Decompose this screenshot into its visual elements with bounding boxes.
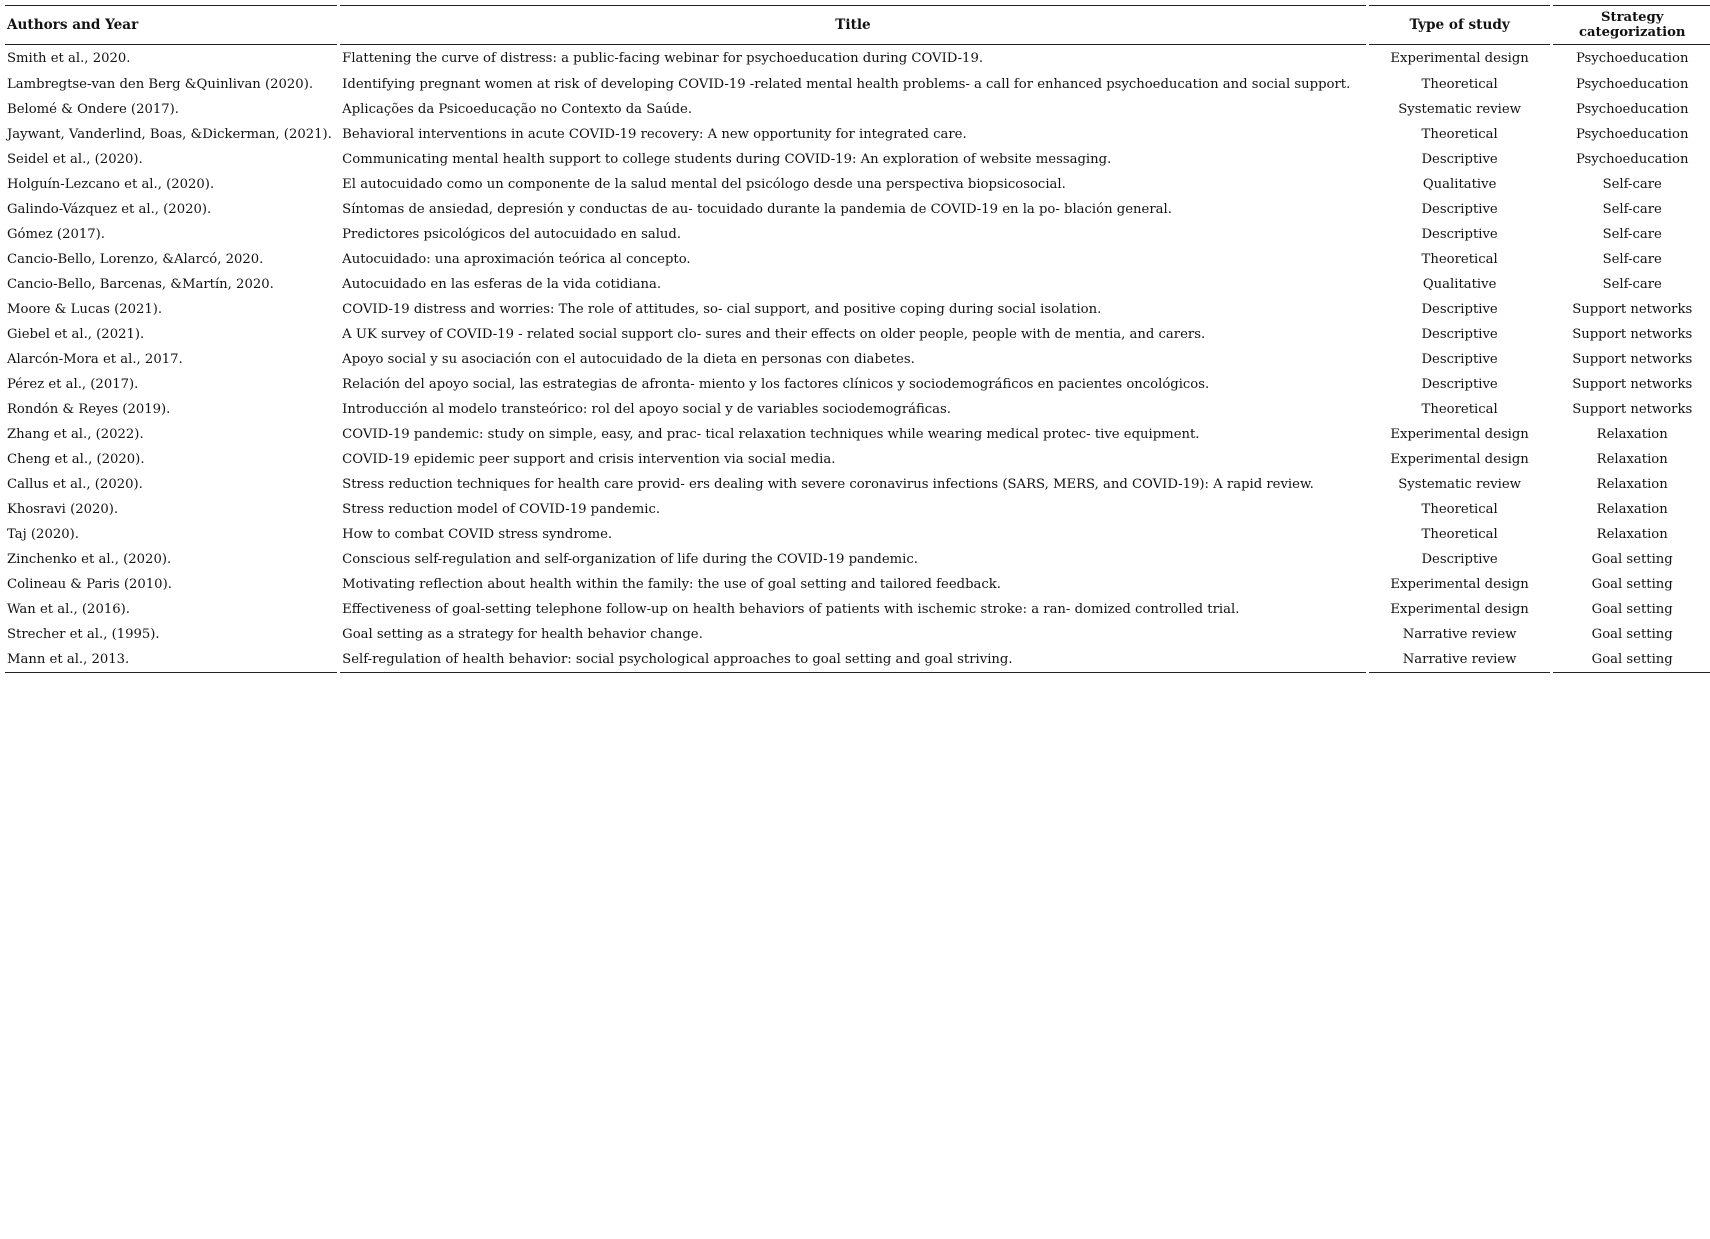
strategy-categorization-cell: Self-care — [1602, 252, 1662, 267]
type-of-study-cell: Narrative review — [1402, 627, 1517, 642]
title-cell: Flattening the curve of distress: a public-facing webinar for psychoeducation during COVID-19. — [342, 51, 984, 66]
table-row — [5, 397, 1710, 422]
studies-table — [2, 5, 1710, 673]
type-of-study-cell: Descriptive — [1421, 202, 1498, 217]
type-of-study-cell: Qualitative — [1422, 277, 1497, 292]
header-strategy-line-1: Strategy — [1600, 10, 1664, 25]
type-of-study-cell: Descriptive — [1421, 302, 1498, 317]
authors-year-cell: Mann et al., 2013. — [5, 647, 337, 673]
type-of-study-cell: Descriptive — [1421, 227, 1498, 242]
strategy-categorization-cell: Support networks — [1572, 402, 1693, 417]
table-row — [5, 322, 1710, 347]
authors-year-cell: Taj (2020). — [7, 527, 79, 542]
authors-year-cell: Cheng et al., (2020). — [7, 452, 145, 467]
table-row — [5, 297, 1710, 322]
table-row — [5, 422, 1710, 447]
title-cell: Behavioral interventions in acute COVID-19 recovery: A new opportunity for integrated care. — [342, 127, 967, 142]
table-row — [5, 122, 1710, 147]
authors-year-cell: Holguín-Lezcano et al., (2020). — [7, 177, 215, 192]
strategy-categorization-cell: Relaxation — [1596, 452, 1668, 467]
type-of-study-cell: Descriptive — [1421, 152, 1498, 167]
type-of-study-cell: Theoretical — [1421, 402, 1498, 417]
strategy-categorization-cell: Relaxation — [1596, 502, 1668, 517]
strategy-categorization-cell: Goal setting — [1591, 627, 1673, 642]
authors-year-cell: Zhang et al., (2022). — [7, 427, 144, 442]
title-cell: Goal setting as a strategy for health behavior change. — [342, 627, 703, 642]
table-row — [5, 472, 1710, 497]
strategy-categorization-cell: Goal setting — [1553, 647, 1710, 673]
authors-year-cell: Galindo-Vázquez et al., (2020). — [7, 202, 212, 217]
table-row — [5, 222, 1710, 247]
table-row — [5, 247, 1710, 272]
title-cell: Aplicações da Psicoeducação no Contexto da Saúde. — [342, 102, 693, 117]
title-cell: A UK survey of COVID-19 - related social support clo- sures and their effects on older people, people with de mentia, and carers. — [342, 327, 1206, 342]
strategy-categorization-cell: Goal setting — [1591, 602, 1673, 617]
header-strategy-line-2: categorization — [1578, 25, 1686, 40]
header-strategy-categorization — [1553, 5, 1710, 45]
type-of-study-cell: Experimental design — [1390, 577, 1529, 592]
strategy-categorization-cell: Self-care — [1602, 227, 1662, 242]
authors-year-cell: Cancio-Bello, Barcenas, &Martín, 2020. — [7, 277, 274, 292]
title-cell: Introducción al modelo transteórico: rol del apoyo social y de variables sociodemográficas. — [342, 402, 951, 417]
strategy-categorization-cell: Psychoeducation — [1575, 102, 1689, 117]
authors-year-cell: Alarcón-Mora et al., 2017. — [7, 352, 183, 367]
title-cell: COVID-19 epidemic peer support and crisis intervention via social media. — [342, 452, 836, 467]
table-row — [5, 522, 1710, 547]
type-of-study-cell: Experimental design — [1390, 427, 1529, 442]
table-row — [5, 172, 1710, 197]
type-of-study-cell: Descriptive — [1421, 377, 1498, 392]
authors-year-cell: Smith et al., 2020. — [7, 51, 131, 66]
authors-year-cell: Lambregtse-van den Berg &Quinlivan (2020). — [7, 77, 314, 92]
table-row — [5, 272, 1710, 297]
header-authors-year: Authors and Year — [5, 5, 337, 45]
title-cell: Identifying pregnant women at risk of developing COVID-19 -related mental health problems- a call for enhanced psychoeducation and social support. — [342, 77, 1351, 92]
type-of-study-cell: Experimental design — [1390, 602, 1529, 617]
type-of-study-cell: Experimental design — [1390, 452, 1529, 467]
title-cell: El autocuidado como un componente de la salud mental del psicólogo desde una perspectiva biopsicosocial. — [342, 177, 1066, 192]
table-row — [5, 45, 1710, 72]
type-of-study-cell: Theoretical — [1421, 527, 1498, 542]
authors-year-cell: Pérez et al., (2017). — [7, 377, 139, 392]
authors-year-cell: Khosravi (2020). — [7, 502, 119, 517]
table-row — [5, 197, 1710, 222]
table-row — [5, 572, 1710, 597]
authors-year-cell: Belomé & Ondere (2017). — [7, 102, 179, 117]
title-cell: Relación del apoyo social, las estrategias de afronta- miento y los factores clínicos y sociodemográficos en pacientes oncológicos. — [342, 377, 1210, 392]
strategy-categorization-cell: Psychoeducation — [1575, 152, 1689, 167]
table-row — [5, 447, 1710, 472]
authors-year-cell: Jaywant, Vanderlind, Boas, &Dickerman, (2021). — [7, 127, 332, 142]
authors-year-cell: Zinchenko et al., (2020). — [7, 552, 172, 567]
table-row — [5, 622, 1710, 647]
type-of-study-cell: Qualitative — [1422, 177, 1497, 192]
title-cell: Autocuidado en las esferas de la vida cotidiana. — [342, 277, 662, 292]
title-cell: How to combat COVID stress syndrome. — [342, 527, 613, 542]
type-of-study-cell: Theoretical — [1421, 77, 1498, 92]
title-cell: Síntomas de ansiedad, depresión y conductas de au- tocuidado durante la pandemia de COVID-19 en la po- blación general. — [342, 202, 1172, 217]
authors-year-cell: Rondón & Reyes (2019). — [7, 402, 171, 417]
authors-year-cell: Colineau & Paris (2010). — [7, 577, 172, 592]
strategy-categorization-cell: Psychoeducation — [1575, 77, 1689, 92]
strategy-categorization-cell: Relaxation — [1596, 477, 1668, 492]
type-of-study-cell: Descriptive — [1421, 552, 1498, 567]
title-cell: Communicating mental health support to college students during COVID-19: An exploration of website messaging. — [342, 152, 1112, 167]
strategy-categorization-cell: Psychoeducation — [1575, 51, 1689, 66]
header-title: Title — [340, 5, 1366, 45]
type-of-study-cell: Descriptive — [1421, 352, 1498, 367]
strategy-categorization-cell: Relaxation — [1596, 527, 1668, 542]
type-of-study-cell: Theoretical — [1421, 127, 1498, 142]
type-of-study-cell: Theoretical — [1421, 252, 1498, 267]
strategy-categorization-cell: Support networks — [1572, 302, 1693, 317]
authors-year-cell: Callus et al., (2020). — [7, 477, 143, 492]
strategy-categorization-cell: Support networks — [1572, 377, 1693, 392]
title-cell: Stress reduction techniques for health care provid- ers dealing with severe coronavirus infections (SARS, MERS, and COVID-19): A rapid review. — [342, 477, 1314, 492]
table-header — [5, 5, 1710, 45]
strategy-categorization-cell: Support networks — [1572, 352, 1693, 367]
authors-year-cell: Strecher et al., (1995). — [7, 627, 160, 642]
table-row — [5, 372, 1710, 397]
type-of-study-cell: Experimental design — [1390, 51, 1529, 66]
header-type-of-study: Type of study — [1369, 5, 1551, 45]
type-of-study-cell: Narrative review — [1369, 647, 1551, 673]
table-row — [5, 597, 1710, 622]
authors-year-cell: Seidel et al., (2020). — [7, 152, 143, 167]
table-row — [5, 497, 1710, 522]
authors-year-cell: Cancio-Bello, Lorenzo, &Alarcó, 2020. — [7, 252, 264, 267]
title-cell: Conscious self-regulation and self-organization of life during the COVID-19 pandemic. — [342, 552, 918, 567]
title-cell: Apoyo social y su asociación con el autocuidado de la dieta en personas con diabetes. — [342, 352, 915, 367]
table-row — [5, 147, 1710, 172]
table-body — [5, 45, 1710, 673]
header-row — [5, 5, 1710, 45]
strategy-categorization-cell: Self-care — [1602, 177, 1662, 192]
title-cell: Autocuidado: una aproximación teórica al concepto. — [342, 252, 691, 267]
authors-year-cell: Moore & Lucas (2021). — [7, 302, 163, 317]
table-row — [5, 97, 1710, 122]
authors-year-cell: Giebel et al., (2021). — [7, 327, 145, 342]
title-cell: Motivating reflection about health within the family: the use of goal setting and tailored feedback. — [342, 577, 1001, 592]
strategy-categorization-cell: Self-care — [1602, 202, 1662, 217]
authors-year-cell: Gómez (2017). — [7, 227, 105, 242]
table-row — [5, 647, 1710, 673]
title-cell: Self-regulation of health behavior: social psychological approaches to goal setting and goal striving. — [340, 647, 1366, 673]
type-of-study-cell: Descriptive — [1421, 327, 1498, 342]
type-of-study-cell: Systematic review — [1398, 477, 1521, 492]
type-of-study-cell: Systematic review — [1398, 102, 1521, 117]
title-cell: COVID-19 distress and worries: The role of attitudes, so- cial support, and positive coping during social isolation. — [342, 302, 1102, 317]
table-row — [5, 72, 1710, 97]
type-of-study-cell: Theoretical — [1421, 502, 1498, 517]
authors-year-cell: Wan et al., (2016). — [7, 602, 130, 617]
strategy-categorization-cell: Support networks — [1572, 327, 1693, 342]
studies-table-container — [5, 5, 1705, 673]
title-cell: Stress reduction model of COVID-19 pandemic. — [342, 502, 661, 517]
strategy-categorization-cell: Self-care — [1602, 277, 1662, 292]
strategy-categorization-cell: Goal setting — [1591, 552, 1673, 567]
strategy-categorization-cell: Relaxation — [1596, 427, 1668, 442]
title-cell: COVID-19 pandemic: study on simple, easy, and prac- tical relaxation techniques while wearing medical protec- tive equipment. — [342, 427, 1200, 442]
title-cell: Predictores psicológicos del autocuidado en salud. — [342, 227, 682, 242]
title-cell: Effectiveness of goal-setting telephone follow-up on health behaviors of patients with ischemic stroke: a ran- domized controlled trial. — [342, 602, 1240, 617]
table-row — [5, 547, 1710, 572]
table-row — [5, 347, 1710, 372]
strategy-categorization-cell: Psychoeducation — [1575, 127, 1689, 142]
strategy-categorization-cell: Goal setting — [1591, 577, 1673, 592]
